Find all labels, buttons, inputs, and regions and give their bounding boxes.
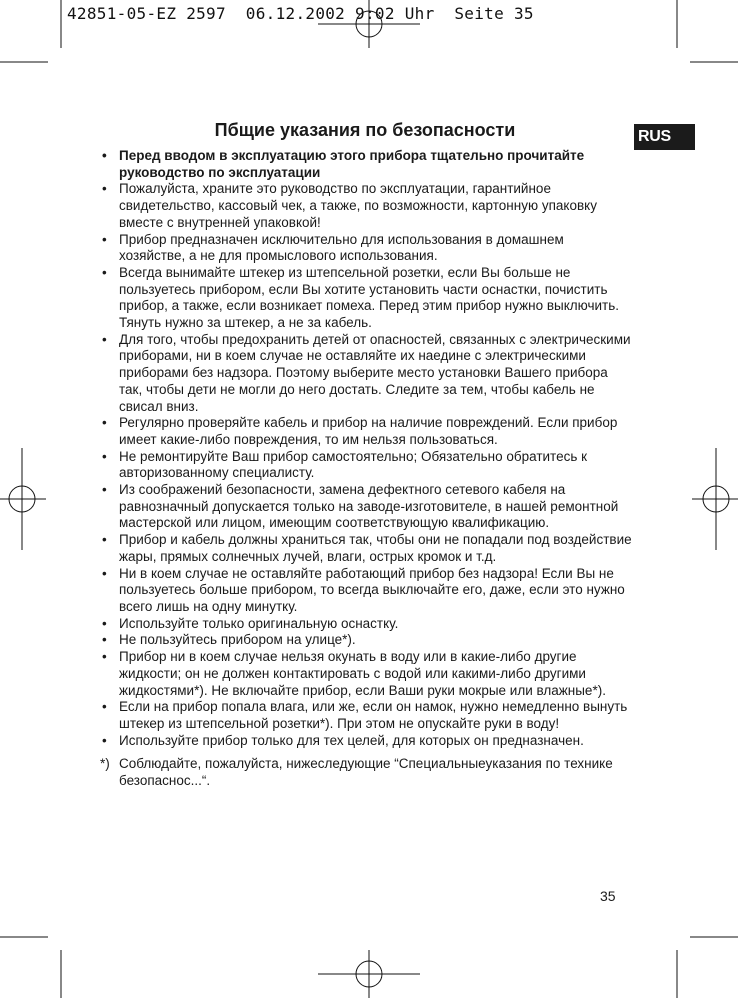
list-item [100,699,632,732]
bullet: • [102,699,107,715]
list-item [100,415,632,448]
page-number: 35 [600,888,616,904]
print-header: 42851-05-EZ 2597 06.12.2002 9:02 Uhr Seite 35 [67,4,534,23]
registration-mark-bottom [318,950,420,998]
bullet: • [102,448,107,464]
bullet: • [102,649,107,665]
footnote-mark: *) [100,756,110,772]
page-title: Пбщие указания по безопасности [214,120,516,140]
list-item [100,148,632,181]
list-item-text: Для того, чтобы предохранить детей от опасностей, связанных с электрическими приборами, ни в коем случае не оставляйте их наедине с электрическими приборами без надзора. Поэтому выберите место установки Вашего прибора так, чтобы дети не могли до него достать. Следите за тем, чтобы кабель не свисал вниз. [119,331,631,414]
list-item [100,482,632,532]
bullet: • [102,148,107,163]
language-badge: RUS [634,124,695,150]
list-item-text: Регулярно проверяйте кабель и прибор на наличие повреждений. Если прибор имеет какие-либо повреждения, то им нельзя пользоваться. [119,415,618,447]
list-item-text: Не пользуйтесь прибором на улице*). [119,632,356,648]
bullet: • [102,264,107,280]
list-item [100,265,632,332]
list-item-text: Прибор предназначен исключительно для использования в домашнем хозяйстве, а не для промыслового использования. [119,231,564,264]
list-item-text: Всегда вынимайте штекер из штепсельной розетки, если Вы больше не пользуетесь прибором, если Вы хотите установить части оснастки, почистить прибор, а также, если возникает помеха. Перед этим прибор нужно выключить. Тянуть нужно за штекер, а не за кабель. [119,264,620,331]
safety-instructions [100,148,632,790]
bullet: • [102,615,107,631]
list-item [100,566,632,616]
list-item-text: Если на прибор попала влага, или же, если он намок, нужно немедленно вынуть штекер из штепсельной розетки*). При этом не опускайте руки в воду! [119,699,628,731]
list-item [100,232,632,265]
list-item [100,532,632,565]
list-item-text: Перед вводом в эксплуатацию этого прибора тщательно прочитайте руководство по эксплуатации [119,148,585,180]
list-item-text: Прибор ни в коем случае нельзя окунать в воду или в какие-либо другие жидкости; он не должен контактировать с водой или какими-либо другими жидкостями*). Не включайте прибор, если Ваши руки мокрые или влажные*). [119,649,606,698]
list-item-text: Используйте только оригинальную оснастку. [119,615,399,631]
bullet: • [102,181,107,197]
list-item-text: Не ремонтируйте Ваш прибор самостоятельно; Обязательно обратитесь к авторизованному специалисту. [119,448,588,481]
list-item-text: Ни в коем случае не оставляйте работающий прибор без надзора! Если Вы не пользуетесь больше прибором, то всегда выключайте его, даже, если это нужно всего лишь на одну минутку. [119,565,625,614]
registration-mark-top [318,0,420,48]
list-item [100,449,632,482]
bullet: • [102,632,107,648]
list-item [100,733,632,750]
footnote-text: Соблюдайте, пожалуйста, нижеследующие “Специальныеуказания по технике безопаснос...“. [119,756,613,789]
list-item [100,332,632,416]
list-item [100,181,632,231]
bullet: • [102,231,107,247]
bullet: • [102,732,107,748]
list-item [100,616,632,633]
list-item-text: Пожалуйста, храните это руководство по эксплуатации, гарантийное свидетельство, кассовый чек, а также, по возможности, картонную упаковку вместе с внутренней упаковкой! [119,181,597,230]
footnote [100,756,632,789]
list-item-text: Из соображений безопасности, замена дефектного сетевого кабеля на равнозначный допускается только на заводе-изготовителе, в нашей ремонтной мастерской или лицом, имеющим соответствующую квалификацию. [119,482,619,531]
bullet: • [102,331,107,347]
registration-mark-right [692,448,738,550]
safety-list [100,148,632,749]
list-item-text: Прибор и кабель должны храниться так, чтобы они не попадали под воздействие жары, прямых солнечных лучей, влаги, острых кромок и т.д. [119,532,632,564]
list-item-text: Используйте прибор только для тех целей, для которых он предназначен. [119,732,584,748]
list-item [100,649,632,699]
bullet: • [102,415,107,431]
registration-mark-left [0,448,46,550]
bullet: • [102,532,107,548]
list-item [100,632,632,649]
bullet: • [102,482,107,498]
bullet: • [102,565,107,581]
